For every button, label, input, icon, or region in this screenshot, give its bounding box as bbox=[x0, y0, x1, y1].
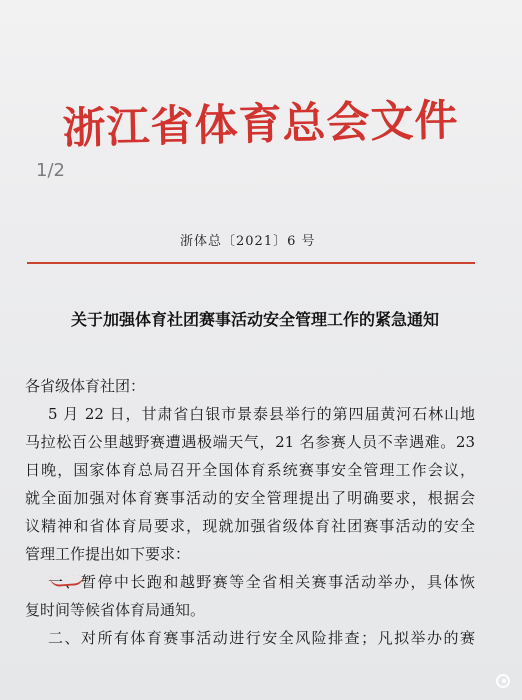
requirement-1-line-2: 复时间等候省体育局通知。 bbox=[25, 601, 206, 619]
weibo-logo-icon bbox=[496, 674, 510, 688]
paragraph-line-6: 管理工作提出如下要求： bbox=[25, 545, 191, 563]
requirement-2-line-1: 二、对所有体育赛事活动进行安全风险排查；凡拟举办的赛 bbox=[48, 629, 475, 647]
document-number: 浙体总〔2021〕6 号 bbox=[180, 234, 316, 249]
document-header-title: 浙江省体育总会文件 bbox=[62, 95, 460, 154]
notice-title: 关于加强体育社团赛事活动安全管理工作的紧急通知 bbox=[71, 310, 440, 329]
notice-body bbox=[25, 372, 475, 652]
salutation: 各省级体育社团： bbox=[25, 377, 146, 395]
weibo-watermark bbox=[496, 674, 510, 688]
paragraph-line-4: 就全面加强对体育赛事活动的安全管理提出了明确要求，根据会 bbox=[25, 489, 475, 507]
page-indicator: 1/2 bbox=[36, 160, 65, 181]
paragraph-line-3: 日晚，国家体育总局召开全国体育系统赛事安全管理工作会议， bbox=[25, 461, 475, 479]
paragraph-line-1: 5 月 22 日，甘肃省白银市景泰县举行的第四届黄河石林山地 bbox=[48, 405, 475, 423]
paragraph-line-5: 议精神和省体育局要求，现就加强省级体育社团赛事活动的安全 bbox=[25, 517, 475, 535]
red-divider-line bbox=[27, 262, 475, 264]
paragraph-line-2: 马拉松百公里越野赛遭遇极端天气，21 名参赛人员不幸遇难。23 bbox=[25, 433, 475, 451]
requirement-1-line-1: 一、暂停中长跑和越野赛等全省相关赛事活动举办，具体恢 bbox=[48, 573, 475, 591]
